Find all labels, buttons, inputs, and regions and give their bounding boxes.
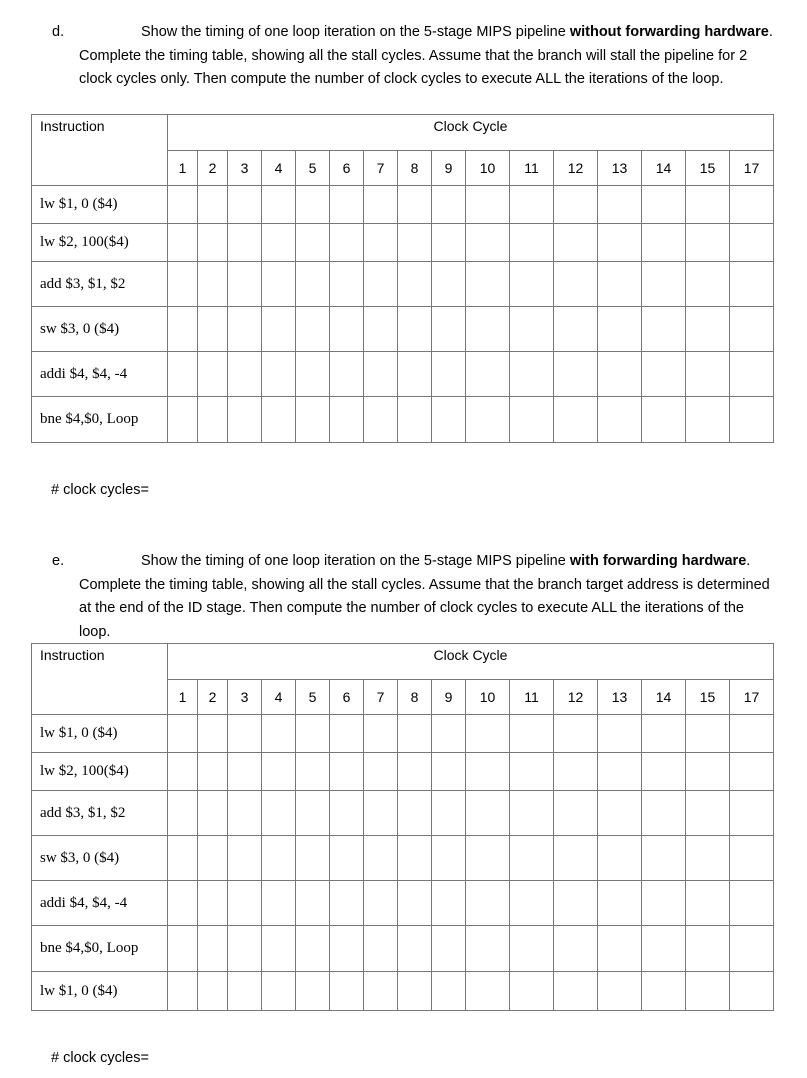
instruction-row: [32, 186, 774, 224]
timing-cell-cycle-6[interactable]: [330, 307, 364, 352]
timing-cell-cycle-3[interactable]: [228, 926, 262, 972]
timing-cell-cycle-6[interactable]: [330, 972, 364, 1011]
timing-cell-cycle-8[interactable]: [398, 836, 432, 881]
timing-cell-cycle-1[interactable]: [168, 224, 198, 262]
clock-cycle-header: Clock Cycle: [168, 644, 774, 680]
instruction-cell: lw $1, 0 ($4): [32, 972, 168, 1011]
timing-cell-cycle-1[interactable]: [168, 926, 198, 972]
timing-cell-cycle-5[interactable]: [296, 836, 330, 881]
timing-cell-cycle-3[interactable]: [228, 791, 262, 836]
cycle-number-12: 12: [554, 680, 598, 715]
timing-cell-cycle-7[interactable]: [364, 352, 398, 397]
timing-cell-cycle-12[interactable]: [554, 926, 598, 972]
timing-cell-cycle-15[interactable]: [686, 972, 730, 1011]
timing-cell-cycle-5[interactable]: [296, 715, 330, 753]
timing-cell-cycle-5[interactable]: [296, 972, 330, 1011]
timing-cell-cycle-8[interactable]: [398, 307, 432, 352]
timing-cell-cycle-7[interactable]: [364, 307, 398, 352]
timing-cell-cycle-9[interactable]: [432, 352, 466, 397]
cycle-number-7: 7: [364, 680, 398, 715]
instruction-row: [32, 836, 774, 881]
timing-cell-cycle-10[interactable]: [466, 753, 510, 791]
timing-cell-cycle-14[interactable]: [642, 224, 686, 262]
timing-cell-cycle-15[interactable]: [686, 224, 730, 262]
timing-cell-cycle-11[interactable]: [510, 926, 554, 972]
instruction-cell: lw $1, 0 ($4): [32, 186, 168, 224]
part-e-timing-table: [31, 643, 774, 1011]
timing-cell-cycle-3[interactable]: [228, 836, 262, 881]
cycle-number-17: 17: [730, 680, 774, 715]
timing-cell-cycle-7[interactable]: [364, 397, 398, 443]
timing-cell-cycle-12[interactable]: [554, 972, 598, 1011]
timing-cell-cycle-4[interactable]: [262, 881, 296, 926]
instruction-header: Instruction: [32, 644, 168, 715]
timing-cell-cycle-15[interactable]: [686, 753, 730, 791]
timing-cell-cycle-11[interactable]: [510, 352, 554, 397]
cycle-number-3: 3: [228, 151, 262, 186]
timing-cell-cycle-9[interactable]: [432, 926, 466, 972]
cycle-number-3: 3: [228, 680, 262, 715]
timing-cell-cycle-5[interactable]: [296, 753, 330, 791]
timing-cell-cycle-4[interactable]: [262, 352, 296, 397]
instruction-row: [32, 881, 774, 926]
timing-cell-cycle-2[interactable]: [198, 307, 228, 352]
timing-cell-cycle-6[interactable]: [330, 836, 364, 881]
cycle-number-13: 13: [598, 151, 642, 186]
timing-cell-cycle-6[interactable]: [330, 186, 364, 224]
timing-cell-cycle-12[interactable]: [554, 186, 598, 224]
instruction-row: [32, 262, 774, 307]
timing-cell-cycle-11[interactable]: [510, 397, 554, 443]
timing-cell-cycle-7[interactable]: [364, 753, 398, 791]
timing-cell-cycle-14[interactable]: [642, 307, 686, 352]
timing-cell-cycle-10[interactable]: [466, 224, 510, 262]
timing-cell-cycle-8[interactable]: [398, 926, 432, 972]
timing-cell-cycle-5[interactable]: [296, 307, 330, 352]
timing-cell-cycle-4[interactable]: [262, 836, 296, 881]
timing-cell-cycle-7[interactable]: [364, 926, 398, 972]
cycle-number-5: 5: [296, 151, 330, 186]
timing-cell-cycle-9[interactable]: [432, 397, 466, 443]
timing-cell-cycle-7[interactable]: [364, 262, 398, 307]
timing-cell-cycle-10[interactable]: [466, 307, 510, 352]
timing-cell-cycle-11[interactable]: [510, 791, 554, 836]
timing-cell-cycle-13[interactable]: [598, 186, 642, 224]
timing-cell-cycle-10[interactable]: [466, 972, 510, 1011]
instruction-cell: add $3, $1, $2: [32, 791, 168, 836]
timing-cell-cycle-4[interactable]: [262, 307, 296, 352]
timing-cell-cycle-9[interactable]: [432, 262, 466, 307]
timing-cell-cycle-17[interactable]: [730, 715, 774, 753]
timing-cell-cycle-2[interactable]: [198, 715, 228, 753]
instruction-row: [32, 307, 774, 352]
timing-cell-cycle-11[interactable]: [510, 972, 554, 1011]
part-e-question: [79, 550, 779, 644]
timing-cell-cycle-3[interactable]: [228, 881, 262, 926]
timing-cell-cycle-17[interactable]: [730, 397, 774, 443]
timing-cell-cycle-2[interactable]: [198, 791, 228, 836]
cycle-number-15: 15: [686, 680, 730, 715]
part-d-bold-text: without forwarding hardware: [569, 24, 769, 40]
timing-cell-cycle-8[interactable]: [398, 186, 432, 224]
part-e-letter: e.: [52, 553, 65, 569]
timing-cell-cycle-6[interactable]: [330, 352, 364, 397]
instruction-row: [32, 715, 774, 753]
timing-cell-cycle-3[interactable]: [228, 972, 262, 1011]
timing-cell-cycle-11[interactable]: [510, 836, 554, 881]
timing-cell-cycle-12[interactable]: [554, 836, 598, 881]
cycle-number-4: 4: [262, 680, 296, 715]
timing-cell-cycle-8[interactable]: [398, 224, 432, 262]
timing-cell-cycle-2[interactable]: [198, 397, 228, 443]
timing-cell-cycle-4[interactable]: [262, 715, 296, 753]
timing-cell-cycle-1[interactable]: [168, 753, 198, 791]
timing-cell-cycle-5[interactable]: [296, 881, 330, 926]
timing-cell-cycle-15[interactable]: [686, 186, 730, 224]
timing-cell-cycle-13[interactable]: [598, 715, 642, 753]
instruction-row: [32, 791, 774, 836]
timing-cell-cycle-4[interactable]: [262, 397, 296, 443]
timing-cell-cycle-5[interactable]: [296, 224, 330, 262]
timing-cell-cycle-17[interactable]: [730, 881, 774, 926]
timing-cell-cycle-3[interactable]: [228, 262, 262, 307]
timing-cell-cycle-9[interactable]: [432, 753, 466, 791]
timing-cell-cycle-9[interactable]: [432, 881, 466, 926]
timing-cell-cycle-10[interactable]: [466, 397, 510, 443]
timing-cell-cycle-4[interactable]: [262, 186, 296, 224]
cycle-number-8: 8: [398, 680, 432, 715]
cycle-number-13: 13: [598, 680, 642, 715]
timing-cell-cycle-12[interactable]: [554, 397, 598, 443]
instruction-cell: sw $3, 0 ($4): [32, 307, 168, 352]
timing-cell-cycle-15[interactable]: [686, 836, 730, 881]
cycle-number-2: 2: [198, 151, 228, 186]
cycle-number-2: 2: [198, 680, 228, 715]
timing-cell-cycle-17[interactable]: [730, 262, 774, 307]
timing-cell-cycle-15[interactable]: [686, 926, 730, 972]
timing-cell-cycle-6[interactable]: [330, 881, 364, 926]
cycle-number-10: 10: [466, 680, 510, 715]
timing-cell-cycle-5[interactable]: [296, 926, 330, 972]
timing-cell-cycle-1[interactable]: [168, 262, 198, 307]
timing-cell-cycle-11[interactable]: [510, 224, 554, 262]
instruction-cell: bne $4,$0, Loop: [32, 926, 168, 972]
timing-cell-cycle-13[interactable]: [598, 753, 642, 791]
timing-cell-cycle-2[interactable]: [198, 262, 228, 307]
timing-cell-cycle-14[interactable]: [642, 715, 686, 753]
timing-cell-cycle-14[interactable]: [642, 791, 686, 836]
timing-cell-cycle-17[interactable]: [730, 791, 774, 836]
instruction-cell: addi $4, $4, -4: [32, 881, 168, 926]
part-d-clock-cycles-label: # clock cycles=: [51, 482, 149, 498]
timing-cell-cycle-17[interactable]: [730, 224, 774, 262]
clock-cycle-header: Clock Cycle: [168, 115, 774, 151]
timing-cell-cycle-2[interactable]: [198, 881, 228, 926]
cycle-number-9: 9: [432, 680, 466, 715]
cycle-number-1: 1: [168, 680, 198, 715]
cycle-number-11: 11: [510, 151, 554, 186]
cycle-number-12: 12: [554, 151, 598, 186]
timing-cell-cycle-2[interactable]: [198, 836, 228, 881]
timing-cell-cycle-15[interactable]: [686, 307, 730, 352]
timing-cell-cycle-10[interactable]: [466, 791, 510, 836]
instruction-row: [32, 753, 774, 791]
cycle-number-9: 9: [432, 151, 466, 186]
timing-cell-cycle-4[interactable]: [262, 791, 296, 836]
timing-cell-cycle-11[interactable]: [510, 715, 554, 753]
timing-cell-cycle-15[interactable]: [686, 715, 730, 753]
timing-cell-cycle-1[interactable]: [168, 397, 198, 443]
timing-cell-cycle-3[interactable]: [228, 307, 262, 352]
timing-cell-cycle-13[interactable]: [598, 224, 642, 262]
cycle-number-7: 7: [364, 151, 398, 186]
timing-cell-cycle-9[interactable]: [432, 715, 466, 753]
timing-cell-cycle-15[interactable]: [686, 397, 730, 443]
timing-cell-cycle-12[interactable]: [554, 262, 598, 307]
timing-cell-cycle-7[interactable]: [364, 881, 398, 926]
timing-cell-cycle-14[interactable]: [642, 186, 686, 224]
timing-cell-cycle-5[interactable]: [296, 186, 330, 224]
timing-cell-cycle-10[interactable]: [466, 836, 510, 881]
timing-cell-cycle-1[interactable]: [168, 836, 198, 881]
cycle-number-1: 1: [168, 151, 198, 186]
timing-cell-cycle-9[interactable]: [432, 972, 466, 1011]
timing-cell-cycle-8[interactable]: [398, 352, 432, 397]
timing-cell-cycle-14[interactable]: [642, 881, 686, 926]
cycle-number-14: 14: [642, 151, 686, 186]
timing-cell-cycle-9[interactable]: [432, 224, 466, 262]
cycle-number-11: 11: [510, 680, 554, 715]
timing-cell-cycle-14[interactable]: [642, 926, 686, 972]
timing-cell-cycle-4[interactable]: [262, 753, 296, 791]
timing-cell-cycle-11[interactable]: [510, 307, 554, 352]
part-d-letter: d.: [52, 24, 65, 40]
timing-cell-cycle-9[interactable]: [432, 836, 466, 881]
timing-cell-cycle-6[interactable]: [330, 926, 364, 972]
timing-cell-cycle-4[interactable]: [262, 224, 296, 262]
timing-cell-cycle-2[interactable]: [198, 972, 228, 1011]
timing-cell-cycle-12[interactable]: [554, 307, 598, 352]
timing-cell-cycle-10[interactable]: [466, 352, 510, 397]
instruction-cell: add $3, $1, $2: [32, 262, 168, 307]
part-d-question: [79, 21, 779, 92]
timing-cell-cycle-4[interactable]: [262, 926, 296, 972]
cycle-number-10: 10: [466, 151, 510, 186]
timing-cell-cycle-13[interactable]: [598, 397, 642, 443]
cycle-number-6: 6: [330, 151, 364, 186]
timing-cell-cycle-17[interactable]: [730, 972, 774, 1011]
timing-cell-cycle-6[interactable]: [330, 262, 364, 307]
timing-cell-cycle-15[interactable]: [686, 352, 730, 397]
timing-cell-cycle-13[interactable]: [598, 352, 642, 397]
part-e-text-1: Show the timing of one loop iteration on the 5-stage MIPS pipeline: [141, 553, 570, 569]
timing-cell-cycle-4[interactable]: [262, 262, 296, 307]
part-e-bold-text: with forwarding hardware: [569, 553, 747, 569]
timing-cell-cycle-3[interactable]: [228, 397, 262, 443]
timing-cell-cycle-11[interactable]: [510, 186, 554, 224]
cycle-number-17: 17: [730, 151, 774, 186]
timing-cell-cycle-13[interactable]: [598, 307, 642, 352]
timing-cell-cycle-1[interactable]: [168, 972, 198, 1011]
timing-cell-cycle-10[interactable]: [466, 715, 510, 753]
instruction-cell: lw $2, 100($4): [32, 753, 168, 791]
timing-cell-cycle-5[interactable]: [296, 352, 330, 397]
timing-cell-cycle-1[interactable]: [168, 715, 198, 753]
timing-cell-cycle-14[interactable]: [642, 753, 686, 791]
timing-cell-cycle-6[interactable]: [330, 791, 364, 836]
timing-cell-cycle-10[interactable]: [466, 881, 510, 926]
timing-cell-cycle-6[interactable]: [330, 224, 364, 262]
instruction-cell: bne $4,$0, Loop: [32, 397, 168, 443]
timing-cell-cycle-5[interactable]: [296, 397, 330, 443]
timing-cell-cycle-12[interactable]: [554, 791, 598, 836]
timing-cell-cycle-17[interactable]: [730, 753, 774, 791]
timing-cell-cycle-7[interactable]: [364, 186, 398, 224]
timing-cell-cycle-8[interactable]: [398, 753, 432, 791]
timing-cell-cycle-7[interactable]: [364, 224, 398, 262]
timing-cell-cycle-14[interactable]: [642, 972, 686, 1011]
timing-cell-cycle-12[interactable]: [554, 881, 598, 926]
timing-cell-cycle-13[interactable]: [598, 836, 642, 881]
timing-cell-cycle-2[interactable]: [198, 753, 228, 791]
timing-cell-cycle-14[interactable]: [642, 352, 686, 397]
timing-cell-cycle-2[interactable]: [198, 926, 228, 972]
timing-cell-cycle-2[interactable]: [198, 224, 228, 262]
timing-cell-cycle-8[interactable]: [398, 791, 432, 836]
cycle-number-14: 14: [642, 680, 686, 715]
timing-cell-cycle-14[interactable]: [642, 262, 686, 307]
timing-cell-cycle-17[interactable]: [730, 926, 774, 972]
cycle-number-4: 4: [262, 151, 296, 186]
timing-cell-cycle-8[interactable]: [398, 262, 432, 307]
timing-cell-cycle-3[interactable]: [228, 352, 262, 397]
timing-cell-cycle-1[interactable]: [168, 352, 198, 397]
timing-cell-cycle-5[interactable]: [296, 262, 330, 307]
timing-cell-cycle-10[interactable]: [466, 262, 510, 307]
timing-cell-cycle-7[interactable]: [364, 972, 398, 1011]
cycle-number-8: 8: [398, 151, 432, 186]
part-d-text-2: . Complete the timing table, showing all the stall cycles. Assume that the branch will stall the pipeline for 2 clock cycles only. Then compute the number of clock cycles to execute ALL the iterations of the loop.: [79, 24, 773, 87]
timing-cell-cycle-17[interactable]: [730, 307, 774, 352]
timing-cell-cycle-6[interactable]: [330, 715, 364, 753]
timing-cell-cycle-3[interactable]: [228, 186, 262, 224]
cycle-number-5: 5: [296, 680, 330, 715]
timing-cell-cycle-9[interactable]: [432, 791, 466, 836]
timing-cell-cycle-13[interactable]: [598, 881, 642, 926]
timing-cell-cycle-15[interactable]: [686, 262, 730, 307]
instruction-cell: lw $2, 100($4): [32, 224, 168, 262]
timing-cell-cycle-11[interactable]: [510, 753, 554, 791]
timing-cell-cycle-13[interactable]: [598, 262, 642, 307]
timing-cell-cycle-8[interactable]: [398, 397, 432, 443]
cycle-number-15: 15: [686, 151, 730, 186]
timing-cell-cycle-4[interactable]: [262, 972, 296, 1011]
timing-cell-cycle-12[interactable]: [554, 224, 598, 262]
timing-cell-cycle-1[interactable]: [168, 791, 198, 836]
timing-cell-cycle-9[interactable]: [432, 186, 466, 224]
instruction-cell: addi $4, $4, -4: [32, 352, 168, 397]
instruction-row: [32, 926, 774, 972]
timing-cell-cycle-12[interactable]: [554, 753, 598, 791]
part-d-text-1: Show the timing of one loop iteration on the 5-stage MIPS pipeline: [141, 24, 570, 40]
timing-cell-cycle-7[interactable]: [364, 715, 398, 753]
timing-cell-cycle-2[interactable]: [198, 352, 228, 397]
timing-cell-cycle-11[interactable]: [510, 262, 554, 307]
timing-cell-cycle-2[interactable]: [198, 186, 228, 224]
timing-cell-cycle-15[interactable]: [686, 791, 730, 836]
part-d-timing-table: [31, 114, 774, 443]
timing-cell-cycle-13[interactable]: [598, 926, 642, 972]
part-e-clock-cycles-label: # clock cycles=: [51, 1050, 149, 1066]
cycle-number-6: 6: [330, 680, 364, 715]
timing-cell-cycle-8[interactable]: [398, 881, 432, 926]
instruction-cell: lw $1, 0 ($4): [32, 715, 168, 753]
timing-cell-cycle-3[interactable]: [228, 224, 262, 262]
timing-cell-cycle-10[interactable]: [466, 926, 510, 972]
timing-cell-cycle-17[interactable]: [730, 836, 774, 881]
timing-cell-cycle-7[interactable]: [364, 836, 398, 881]
timing-cell-cycle-13[interactable]: [598, 791, 642, 836]
timing-cell-cycle-17[interactable]: [730, 186, 774, 224]
timing-cell-cycle-10[interactable]: [466, 186, 510, 224]
timing-cell-cycle-6[interactable]: [330, 397, 364, 443]
timing-cell-cycle-3[interactable]: [228, 715, 262, 753]
timing-cell-cycle-6[interactable]: [330, 753, 364, 791]
timing-cell-cycle-14[interactable]: [642, 397, 686, 443]
instruction-row: [32, 224, 774, 262]
instruction-row: [32, 352, 774, 397]
timing-cell-cycle-7[interactable]: [364, 791, 398, 836]
timing-cell-cycle-1[interactable]: [168, 881, 198, 926]
timing-cell-cycle-1[interactable]: [168, 307, 198, 352]
instruction-cell: sw $3, 0 ($4): [32, 836, 168, 881]
timing-cell-cycle-1[interactable]: [168, 186, 198, 224]
timing-cell-cycle-11[interactable]: [510, 881, 554, 926]
timing-cell-cycle-13[interactable]: [598, 972, 642, 1011]
timing-cell-cycle-3[interactable]: [228, 753, 262, 791]
timing-cell-cycle-12[interactable]: [554, 352, 598, 397]
instruction-header: Instruction: [32, 115, 168, 186]
timing-cell-cycle-17[interactable]: [730, 352, 774, 397]
timing-cell-cycle-15[interactable]: [686, 881, 730, 926]
timing-cell-cycle-8[interactable]: [398, 972, 432, 1011]
timing-cell-cycle-12[interactable]: [554, 715, 598, 753]
timing-cell-cycle-8[interactable]: [398, 715, 432, 753]
timing-cell-cycle-5[interactable]: [296, 791, 330, 836]
timing-cell-cycle-9[interactable]: [432, 307, 466, 352]
instruction-row: [32, 972, 774, 1011]
instruction-row: [32, 397, 774, 443]
part-e-text-2: . Complete the timing table, showing all the stall cycles. Assume that the branch target address is determined at the end of the ID stage. Then compute the number of clock cycles to execute ALL the iterations of the loop.: [79, 553, 770, 640]
timing-cell-cycle-14[interactable]: [642, 836, 686, 881]
